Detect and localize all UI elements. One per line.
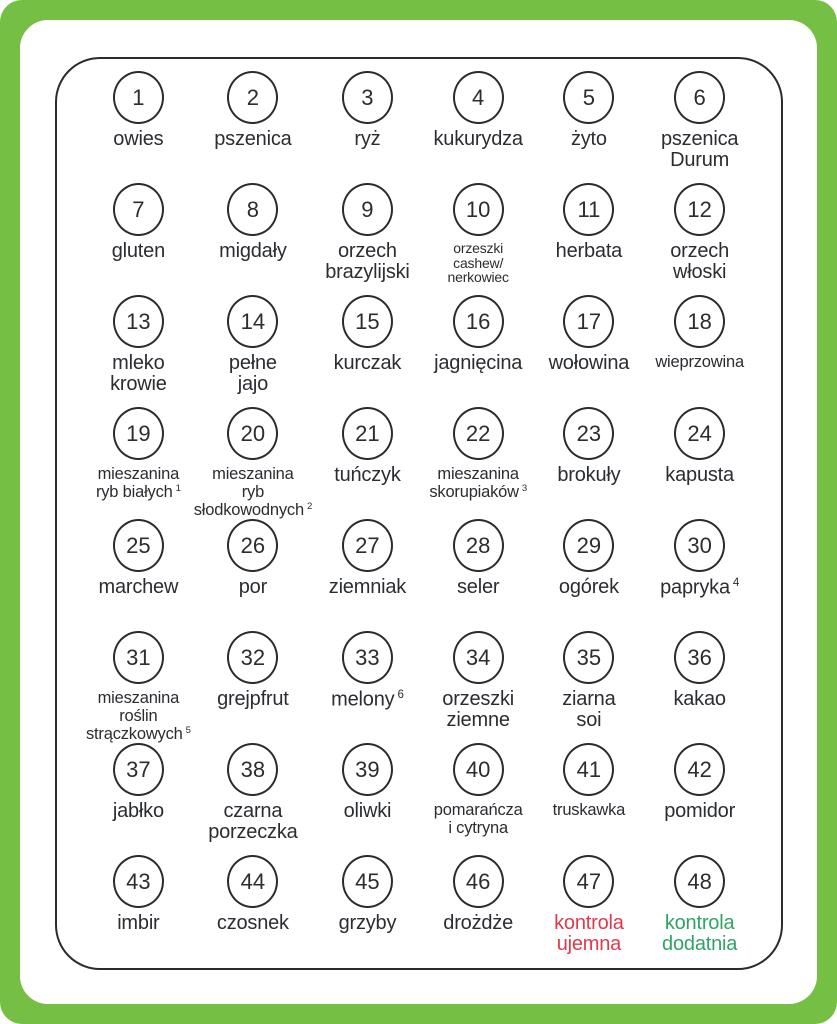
allergen-number: 44 (240, 868, 266, 894)
allergen-label (670, 241, 729, 284)
allergen-label (664, 801, 735, 822)
allergen-label-line: mieszanina (97, 465, 180, 483)
allergen-cell (83, 71, 194, 183)
allergen-number-circle (227, 631, 278, 684)
allergen-number: 2 (246, 84, 260, 110)
allergen-number-circle (453, 855, 504, 908)
allergen-label-line: ryb białych $^1$ (95, 482, 181, 502)
allergen-label-line: czarna (223, 800, 283, 822)
allergen-label-line: ujemna (556, 933, 622, 956)
allergen-label-line: cashew/ (453, 254, 504, 271)
allergen-label-line: herbata (555, 240, 623, 262)
allergen-label-line: melony $^6$ (331, 688, 404, 711)
allergen-cell (534, 519, 645, 631)
allergen-number: 46 (465, 868, 491, 894)
allergen-label (660, 577, 739, 599)
allergen-number: 33 (355, 644, 380, 670)
allergen-cell (83, 183, 194, 295)
allergen-number: 8 (246, 196, 260, 222)
allergen-cell (644, 407, 755, 519)
allergen-number: 34 (465, 644, 491, 670)
allergen-label-line: kontrola (664, 912, 735, 934)
allergen-label (329, 577, 406, 598)
allergen-label (339, 913, 397, 934)
allergen-label (433, 129, 522, 150)
allergen-cell (194, 183, 312, 295)
allergen-cell (534, 631, 645, 743)
allergen-cell (534, 71, 645, 183)
allergen-label (110, 353, 167, 396)
allergen-label-line: brazylijski (325, 261, 410, 284)
allergen-number-circle (674, 407, 725, 460)
allergen-label-line: jabłko (112, 800, 164, 822)
allergen-number: 19 (126, 420, 151, 446)
allergen-label (112, 241, 165, 262)
allergen-number: 35 (576, 644, 602, 670)
allergen-number: 28 (465, 532, 491, 558)
allergen-number: 45 (355, 868, 380, 894)
allergen-label-line: wołowina (548, 352, 630, 374)
allergen-number-circle (453, 295, 504, 348)
allergen-label (239, 577, 267, 598)
allergen-cell (194, 295, 312, 407)
allergen-label-line: kakao (673, 688, 726, 710)
allergen-number: 30 (687, 532, 712, 558)
allergen-number: 7 (132, 196, 145, 222)
allergen-cell (83, 743, 194, 855)
allergen-number: 29 (576, 532, 602, 558)
allergen-label (443, 913, 513, 934)
allergen-number-circle (342, 183, 393, 236)
allergen-label (331, 689, 404, 711)
allergen-number-circle (227, 519, 278, 572)
allergen-label (96, 465, 181, 501)
allergen-number-circle (674, 71, 725, 124)
allergen-number-circle (227, 183, 278, 236)
allergen-cell (312, 295, 423, 407)
allergen-label (344, 801, 392, 822)
allergen-number-circle (342, 855, 393, 908)
allergen-cell (83, 631, 194, 743)
allergen-label (442, 689, 514, 732)
allergen-label (113, 129, 163, 150)
allergen-label-line: pomidor (664, 800, 736, 822)
allergen-cell (644, 855, 755, 967)
allergen-number: 48 (687, 868, 712, 894)
allergen-cell (644, 295, 755, 407)
allergen-number-circle (227, 407, 278, 460)
allergen-label (334, 353, 402, 374)
allergen-number-circle (227, 855, 278, 908)
allergen-cell (194, 631, 312, 743)
allergen-cell (423, 407, 534, 519)
allergen-cell (423, 183, 534, 295)
allergen-number: 36 (687, 644, 712, 670)
allergen-label-line: marchew (98, 576, 179, 598)
allergen-cell (423, 631, 534, 743)
allergen-number: 3 (361, 84, 374, 110)
allergen-number: 16 (465, 308, 491, 334)
allergen-label-line: krowie (110, 373, 167, 396)
allergen-cell (534, 407, 645, 519)
allergen-number-circle (453, 71, 504, 124)
allergen-cell (644, 183, 755, 295)
allergen-label (457, 577, 499, 598)
allergen-label-line: ryb (241, 483, 265, 502)
allergen-number-circle (227, 743, 278, 796)
allergen-label (334, 465, 400, 486)
allergen-label (214, 129, 291, 150)
allergen-number: 9 (361, 196, 374, 222)
allergen-cell (194, 855, 312, 967)
allergen-number: 1 (132, 84, 145, 110)
footnote-marker: 1 (175, 482, 181, 494)
allergen-label-line: słodkowodnych $^2$ (193, 500, 313, 520)
allergen-number: 21 (355, 420, 380, 446)
allergen-number-circle (674, 183, 725, 236)
allergen-number: 25 (126, 532, 151, 558)
allergen-label-line: kurczak (333, 352, 402, 374)
allergen-label (229, 353, 277, 396)
allergen-label (553, 801, 625, 819)
allergen-label (549, 353, 630, 374)
allergen-label (86, 689, 191, 743)
allergen-label-line: mieszanina (212, 465, 294, 483)
allergen-number-circle (453, 519, 504, 572)
allergen-label-line: żyto (570, 128, 607, 150)
allergen-label-line: dodatnia (662, 933, 738, 956)
allergen-number-circle (453, 743, 504, 796)
allergen-label-line: grzyby (338, 912, 397, 934)
allergen-label-line: Durum (670, 149, 730, 172)
allergen-number: 14 (240, 308, 266, 334)
allergen-number-circle (113, 183, 164, 236)
allergen-cell (83, 855, 194, 967)
allergen-cell (534, 855, 645, 967)
allergen-cell (644, 743, 755, 855)
allergen-number-circle (113, 855, 164, 908)
allergen-number-circle (113, 407, 164, 460)
allergen-label-line: drożdże (443, 912, 514, 934)
allergen-label-line: tuńczyk (334, 464, 401, 486)
allergen-number-circle (113, 519, 164, 572)
allergen-label (571, 129, 607, 150)
allergen-label (194, 465, 312, 519)
allergen-label-line: owies (113, 128, 164, 150)
allergen-number: 37 (126, 756, 151, 782)
allergen-label (557, 465, 620, 486)
allergen-label-line: strączkowych $^5$ (85, 724, 191, 744)
allergen-label (562, 689, 615, 732)
allergen-number: 31 (126, 644, 151, 670)
allergen-number-circle (563, 183, 614, 236)
allergen-label-line: pszenica (660, 128, 739, 150)
allergen-number: 41 (576, 756, 602, 782)
allergen-label-line: orzeszki (453, 240, 504, 256)
allergen-number-circle (113, 71, 164, 124)
allergen-label-line: mleko (112, 352, 165, 374)
allergen-cell (194, 519, 312, 631)
allergen-number-circle (674, 855, 725, 908)
allergen-number-circle (563, 519, 614, 572)
allergen-label-line: wieprzowina (655, 353, 744, 371)
allergen-grid (83, 71, 755, 967)
allergen-cell (312, 183, 423, 295)
footnote-marker: 2 (306, 500, 313, 512)
allergen-label-line: orzech (670, 240, 730, 262)
allergen-label-line: orzech (338, 240, 397, 262)
allergen-number: 27 (355, 532, 380, 558)
allergen-label (665, 465, 734, 486)
allergen-label (429, 465, 527, 501)
allergen-number: 32 (240, 644, 266, 670)
allergen-label (117, 913, 159, 934)
allergen-label-line: papryka $^4$ (660, 576, 740, 599)
allergen-number: 42 (687, 756, 712, 782)
allergen-label-line: ziemne (446, 709, 510, 732)
allergen-cell (83, 519, 194, 631)
allergen-label (554, 913, 624, 956)
allergen-label-line: kapusta (665, 464, 734, 486)
allergen-cell (312, 519, 423, 631)
allergen-label-line: brokuły (557, 464, 621, 486)
footnote-marker: 6 (397, 688, 404, 701)
allergen-label (556, 241, 622, 262)
allergen-number-circle (342, 743, 393, 796)
allergen-cell (644, 631, 755, 743)
allergen-label (217, 689, 289, 710)
allergen-number-circle (342, 71, 393, 124)
allergen-number: 43 (126, 868, 151, 894)
allergen-cell (312, 855, 423, 967)
allergen-label-line: porzeczka (208, 821, 298, 844)
allergen-number-circle (342, 519, 393, 572)
allergen-label (113, 801, 164, 822)
allergen-cell (194, 407, 312, 519)
allergen-number: 10 (465, 196, 491, 222)
allergen-number: 15 (355, 308, 380, 334)
allergen-number-circle (563, 631, 614, 684)
allergen-number: 4 (472, 84, 485, 110)
allergen-label-line: ryż (354, 128, 381, 150)
allergen-label (448, 241, 509, 285)
allergen-number-circle (674, 295, 725, 348)
allergen-number-circle (563, 295, 614, 348)
allergen-label (434, 353, 522, 374)
allergen-cell (83, 407, 194, 519)
allergen-label-line: i cytryna (448, 819, 508, 838)
allergen-label (219, 241, 287, 262)
allergen-label-line: kukurydza (433, 128, 523, 150)
allergen-label-line: nerkowiec (447, 269, 509, 286)
allergen-label-line: włoski (672, 261, 727, 284)
allergen-number-circle (113, 295, 164, 348)
allergen-number: 6 (693, 84, 706, 110)
allergen-number-circle (342, 295, 393, 348)
allergen-number-circle (342, 631, 393, 684)
allergen-number: 11 (577, 196, 601, 222)
allergen-label-line: soi (576, 709, 602, 732)
allergen-number-circle (227, 71, 278, 124)
allergen-number-circle (453, 631, 504, 684)
allergen-cell (534, 183, 645, 295)
allergen-label-line: ziemniak (328, 576, 407, 598)
allergen-cell (644, 71, 755, 183)
allergen-label-line: kontrola (554, 912, 624, 934)
allergen-cell (194, 71, 312, 183)
allergen-label-line: migdały (219, 240, 287, 262)
allergen-number-circle (453, 183, 504, 236)
allergen-label (98, 577, 178, 598)
allergen-label (673, 689, 725, 710)
allergen-label-line: orzeszki (442, 688, 515, 710)
allergen-label (325, 241, 409, 284)
allergen-label-line: oliwki (343, 800, 392, 822)
allergen-cell (423, 71, 534, 183)
allergen-label-line: pomarańcza (433, 801, 523, 819)
allergen-number-circle (227, 295, 278, 348)
allergen-label-line: por (238, 576, 268, 598)
allergen-number: 39 (355, 756, 380, 782)
allergen-number: 23 (576, 420, 602, 446)
allergen-label (354, 129, 380, 150)
allergen-label (655, 353, 744, 371)
allergen-number-circle (563, 71, 614, 124)
allergen-cell (312, 407, 423, 519)
allergen-label-line: truskawka (552, 801, 626, 819)
allergen-label (559, 577, 619, 598)
allergen-label-line: mieszanina (97, 689, 180, 707)
allergen-number: 18 (687, 308, 712, 334)
allergen-label (208, 801, 297, 844)
allergen-number-circle (674, 519, 725, 572)
allergen-number-circle (113, 631, 164, 684)
allergen-number-circle (563, 855, 614, 908)
allergen-cell (423, 855, 534, 967)
allergen-number-circle (563, 743, 614, 796)
allergen-label (662, 913, 737, 956)
allergen-number-circle (674, 743, 725, 796)
allergen-number: 22 (465, 420, 491, 446)
allergen-label-line: ziarna (562, 688, 616, 710)
allergen-label-line: pszenica (214, 128, 292, 150)
allergen-label-line: grejpfrut (217, 688, 289, 710)
allergen-cell (194, 743, 312, 855)
allergen-number: 26 (240, 532, 266, 558)
allergen-label (434, 801, 523, 837)
allergen-label-line: ogórek (558, 576, 619, 598)
allergen-number-circle (342, 407, 393, 460)
allergen-cell (312, 631, 423, 743)
allergen-label-line: mieszanina (437, 465, 519, 483)
allergen-label (661, 129, 738, 172)
allergen-label-line: gluten (111, 240, 165, 262)
allergen-cell (423, 519, 534, 631)
footnote-marker: 3 (521, 482, 527, 494)
allergen-label-line: skorupiaków $^3$ (429, 482, 527, 502)
allergen-cell (423, 295, 534, 407)
allergen-cell (534, 743, 645, 855)
allergen-label-line: jagnięcina (434, 352, 523, 374)
allergen-label-line: pełne (228, 352, 277, 374)
allergen-cell (644, 519, 755, 631)
allergen-cell (312, 743, 423, 855)
footnote-marker: 4 (732, 576, 740, 589)
allergen-number: 20 (240, 420, 266, 446)
allergen-number: 5 (582, 84, 596, 110)
allergen-cell (312, 71, 423, 183)
allergen-number: 38 (240, 756, 266, 782)
allergen-number-circle (453, 407, 504, 460)
allergen-number: 13 (126, 308, 151, 334)
allergen-number: 17 (576, 308, 602, 334)
allergen-label-line: czosnek (216, 912, 289, 934)
allergen-label-line: jajo (237, 373, 269, 396)
allergen-number-circle (563, 407, 614, 460)
allergen-number: 47 (576, 868, 602, 894)
allergen-label-line: roślin (119, 707, 158, 726)
allergen-cell (83, 295, 194, 407)
allergen-number-circle (674, 631, 725, 684)
allergen-panel-sheet (55, 57, 783, 970)
allergen-number-circle (113, 743, 164, 796)
allergen-number: 12 (687, 196, 712, 222)
allergen-label-line: imbir (117, 912, 160, 934)
allergen-label-line: seler (456, 576, 500, 598)
allergen-label (217, 913, 289, 934)
allergen-number: 40 (465, 756, 491, 782)
footnote-marker: 5 (185, 724, 191, 736)
allergen-number: 24 (687, 420, 712, 446)
allergen-cell (534, 295, 645, 407)
allergen-cell (423, 743, 534, 855)
